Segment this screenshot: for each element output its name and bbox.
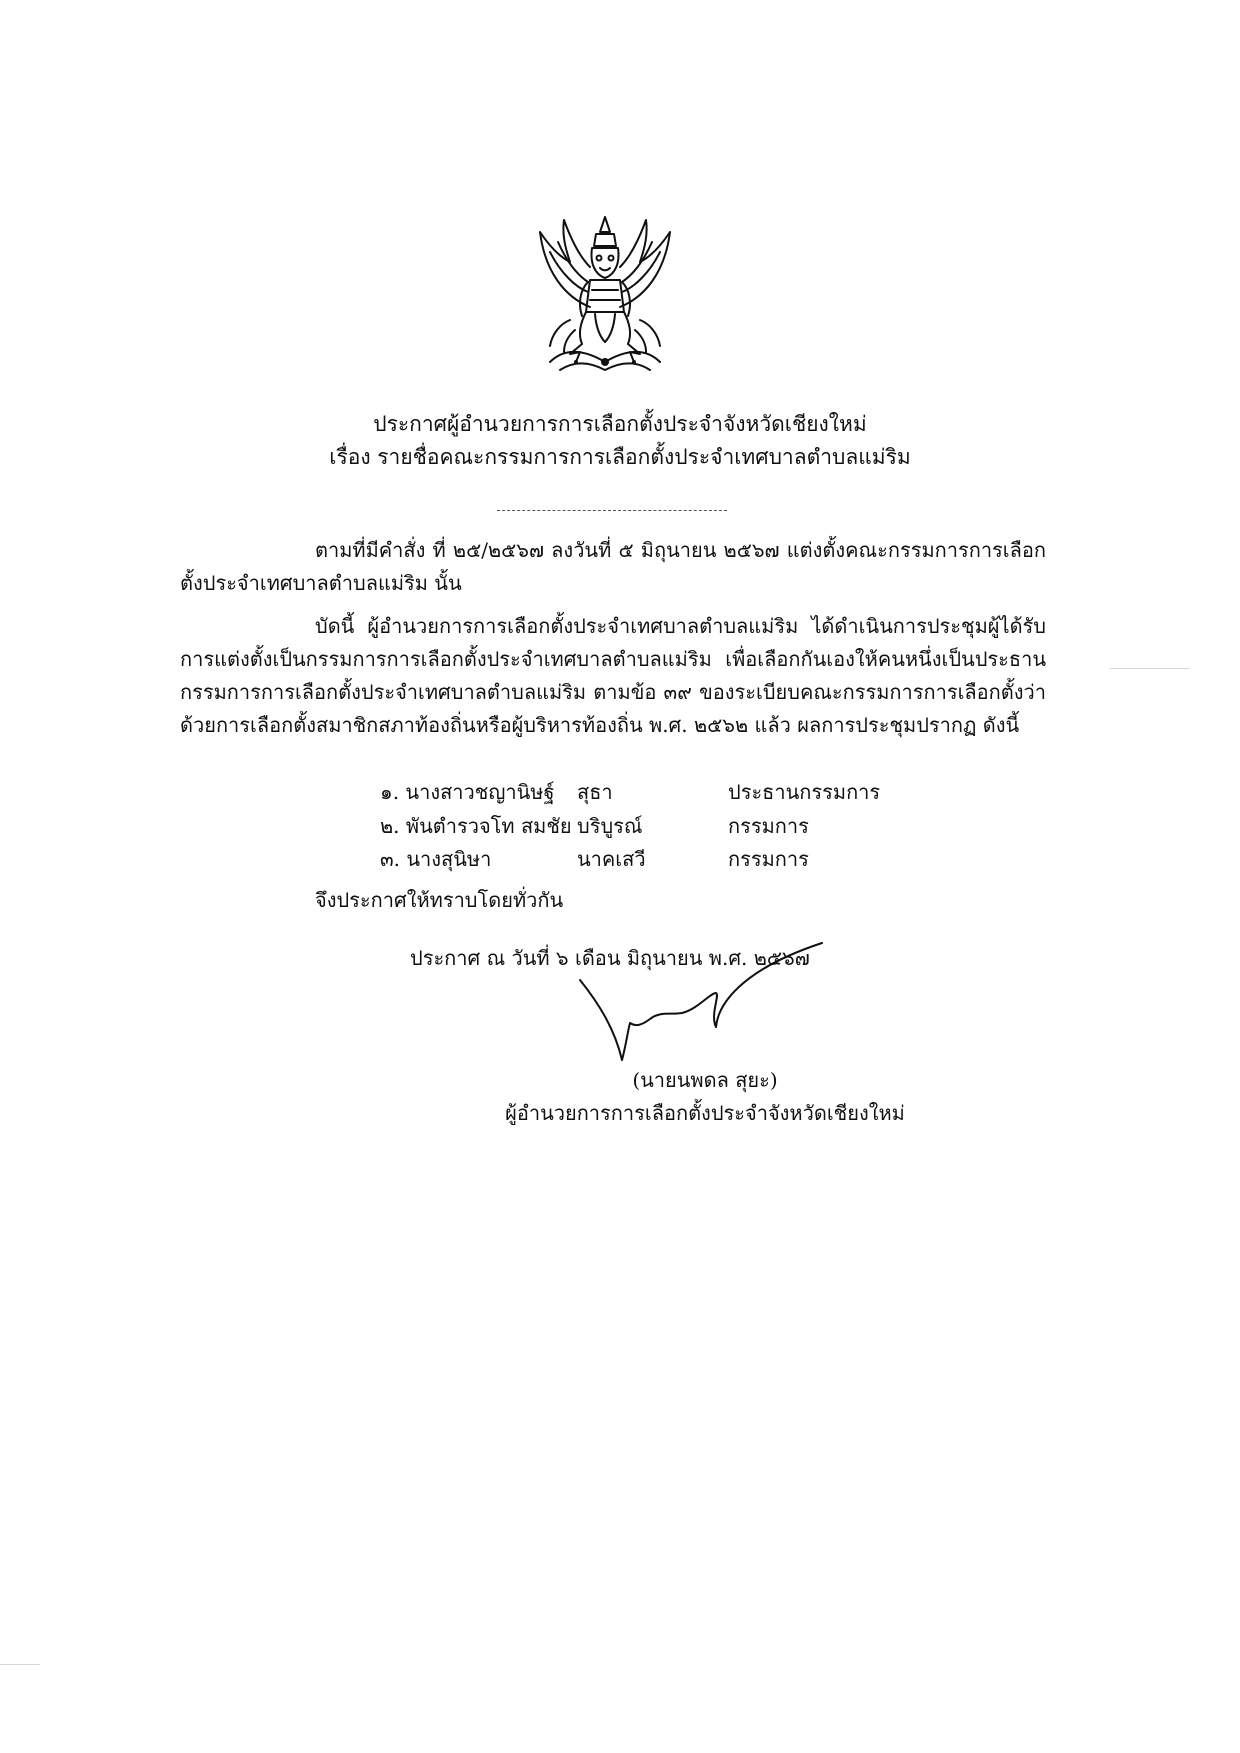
signer-name: (นายนพดล สุยะ) xyxy=(632,1068,778,1092)
closing-statement: จึงประกาศให้ทราบโดยทั่วกัน xyxy=(315,888,564,912)
member-row xyxy=(0,776,1240,808)
member-role: ประธานกรรมการ xyxy=(728,780,881,804)
announcement-title: ประกาศผู้อำนวยการการเลือกตั้งประจำจังหวัดเชียงใหม่ xyxy=(373,412,867,436)
body-paragraph-2: บัดนี้ ผู้อำนวยการการเลือกตั้งประจำเทศบาลตำบลแม่ริม ได้ดำเนินการประชุมผู้ได้รับการแต่งตั้งเป็นกรรมการการเลือกตั้งประจำเทศบาลตำบลแม่ริม เพื่อเลือกกันเองให้คนหนึ่งเป็นประธานกรรมการการเลือกตั้งประจำเทศบาลตำบลแม่ริม ตามข้อ ๓๙ ของระเบียบคณะกรรมการการเลือกตั้งว่าด้วยการเลือกตั้งสมาชิกสภาท้องถิ่นหรือผู้บริหารท้องถิ่น พ.ศ. ๒๕๖๒ แล้ว ผลการประชุมปรากฏ ดังนี้ xyxy=(180,614,1046,737)
member-surname: สุธา xyxy=(577,780,613,804)
garuda-emblem-icon xyxy=(530,212,680,377)
member-row xyxy=(0,810,1240,842)
header-divider xyxy=(497,510,727,511)
body-paragraph-1: ตามที่มีคำสั่ง ที่ ๒๕/๒๕๖๗ ลงวันที่ ๕ มิถุนายน ๒๕๖๗ แต่งตั้งคณะกรรมการการเลือกตั้งประจำเทศบาลตำบลแม่ริม นั้น xyxy=(180,538,1046,595)
signer-title: ผู้อำนวยการการเลือกตั้งประจำจังหวัดเชียงใหม่ xyxy=(505,1101,905,1125)
member-name: ๒. พันตำรวจโท สมชัย xyxy=(380,814,572,838)
member-surname: นาคเสวี xyxy=(577,847,646,871)
member-surname: บริบูรณ์ xyxy=(577,814,643,838)
member-name: ๓. นางสุนิษา xyxy=(380,847,492,871)
handwritten-signature-icon xyxy=(570,935,830,1075)
member-role: กรรมการ xyxy=(728,847,809,871)
member-role: กรรมการ xyxy=(728,814,809,838)
member-name: ๑. นางสาวชญานิษฐ์ xyxy=(380,780,555,804)
scan-mark xyxy=(1110,668,1190,669)
announcement-subject: เรื่อง รายชื่อคณะกรรมการการเลือกตั้งประจำเทศบาลตำบลแม่ริม xyxy=(329,445,911,469)
announcement-date: ประกาศ ณ วันที่ ๖ เดือน มิถุนายน พ.ศ. ๒๕๖๗ xyxy=(410,946,810,970)
member-row xyxy=(0,843,1240,875)
scan-mark xyxy=(0,1664,40,1665)
